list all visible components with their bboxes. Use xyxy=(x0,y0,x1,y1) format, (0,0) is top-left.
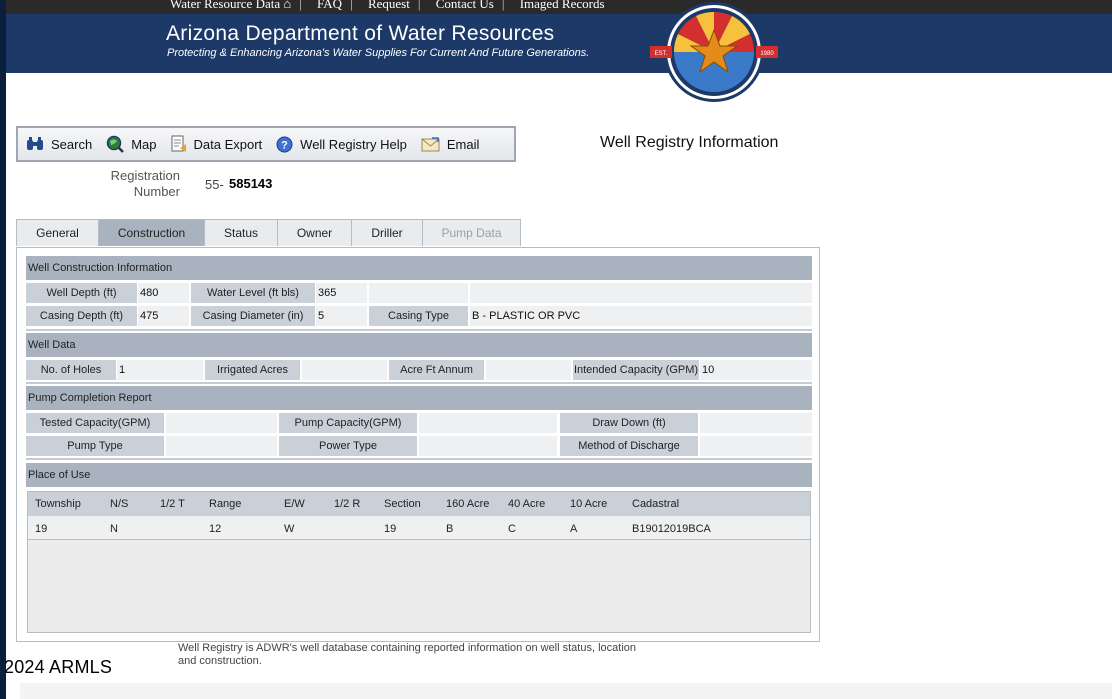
email-label: Email xyxy=(446,136,480,152)
tab-construction[interactable]: Construction xyxy=(98,219,205,246)
column-header: Range xyxy=(209,498,242,510)
adwr-seal-logo[interactable] xyxy=(648,0,780,104)
place-of-use-table xyxy=(27,491,811,633)
tab-pump-data[interactable]: Pump Data xyxy=(422,219,521,246)
table-cell: W xyxy=(284,523,295,535)
table-cell: B xyxy=(446,523,454,535)
casing-diameter-value: 5 xyxy=(316,306,367,326)
column-header: 10 Acre xyxy=(570,498,608,510)
well-depth-value: 480 xyxy=(138,283,189,303)
nav-imaged-records[interactable]: Imaged Records xyxy=(519,0,605,11)
map-label: Map xyxy=(131,136,157,152)
pump-capacity-label: Pump Capacity(GPM) xyxy=(279,413,417,433)
bottom-strip xyxy=(20,683,1112,699)
discharge-method-label: Method of Discharge xyxy=(560,436,698,456)
seal-est-text: EST. xyxy=(654,51,668,57)
draw-down-value xyxy=(700,413,812,433)
data-export-label: Data Export xyxy=(193,136,263,152)
pump-completion-header: Pump Completion Report xyxy=(26,386,812,410)
intended-capacity-label: Intended Capacity (GPM) xyxy=(573,360,699,380)
construction-panel xyxy=(16,247,820,642)
table-cell: 19 xyxy=(384,523,397,535)
search-label: Search xyxy=(51,136,93,152)
blank-cell xyxy=(369,283,468,303)
well-registry-help-label: Well Registry Help xyxy=(300,136,407,152)
casing-diameter-label: Casing Diameter (in) xyxy=(191,306,315,326)
left-edge-bar xyxy=(0,0,6,699)
page-title: Well Registry Information xyxy=(600,134,779,151)
top-nav: Water Resource Data ⌂ | FAQ | Request | Contact Us | Imaged Records xyxy=(6,0,1112,14)
column-header: 160 Acre xyxy=(446,498,490,510)
table-cell: B19012019BCA xyxy=(632,523,711,535)
search-button[interactable] xyxy=(26,136,92,152)
power-type-label: Power Type xyxy=(279,436,417,456)
column-header: 1/2 R xyxy=(334,498,361,510)
table-header-row xyxy=(28,492,810,516)
copyright-watermark: 2024 ARMLS xyxy=(4,657,113,677)
help-icon xyxy=(276,136,293,153)
tested-capacity-value xyxy=(166,413,277,433)
well-construction-header: Well Construction Information xyxy=(26,256,812,280)
site-title: Arizona Department of Water Resources xyxy=(166,22,555,45)
nav-contact-us[interactable]: Contact Us xyxy=(435,0,494,11)
casing-type-value: B - PLASTIC OR PVC xyxy=(470,306,812,326)
casing-type-label: Casing Type xyxy=(369,306,468,326)
nav-faq[interactable]: FAQ xyxy=(317,0,343,11)
globe-magnifier-icon xyxy=(106,135,124,153)
nav-request[interactable]: Request xyxy=(367,0,410,11)
registration-number-value: 585143 xyxy=(229,176,273,191)
well-registry-help-button[interactable] xyxy=(276,136,407,153)
column-header: Cadastral xyxy=(632,498,680,510)
seal-year-text: 1980 xyxy=(760,51,774,57)
footer-note: Well Registry is ADWR's well database containing reported information on well status, location and construction. xyxy=(178,642,636,667)
svg-text:?: ? xyxy=(281,139,289,151)
table-cell: N xyxy=(110,523,118,535)
column-header: 40 Acre xyxy=(508,498,546,510)
tab-general[interactable]: General xyxy=(16,219,99,246)
casing-depth-value: 475 xyxy=(138,306,189,326)
nav-water-resource-data[interactable]: Water Resource Data ⌂ xyxy=(170,0,292,11)
table-cell: 19 xyxy=(35,523,48,535)
binoculars-icon xyxy=(26,136,44,152)
pump-capacity-value xyxy=(419,413,557,433)
irrigated-acres-value xyxy=(302,360,387,380)
registration-prefix: 55- xyxy=(205,177,224,192)
registration-number-label: Registration Number xyxy=(110,168,180,199)
table-cell: A xyxy=(570,523,578,535)
section-divider xyxy=(26,458,812,460)
tab-owner[interactable]: Owner xyxy=(277,219,352,246)
export-icon xyxy=(171,135,187,153)
column-header: Section xyxy=(384,498,421,510)
tested-capacity-label: Tested Capacity(GPM) xyxy=(26,413,164,433)
acre-ft-annum-value xyxy=(486,360,571,380)
section-tabs xyxy=(16,219,520,247)
intended-capacity-value: 10 xyxy=(700,360,812,380)
tab-status[interactable]: Status xyxy=(204,219,278,246)
water-level-value: 365 xyxy=(316,283,367,303)
well-depth-label: Well Depth (ft) xyxy=(26,283,137,303)
main-toolbar xyxy=(16,126,516,162)
table-cell: 12 xyxy=(209,523,222,535)
section-divider xyxy=(26,329,812,331)
draw-down-label: Draw Down (ft) xyxy=(560,413,698,433)
acre-ft-annum-label: Acre Ft Annum xyxy=(389,360,484,380)
site-subtitle: Protecting & Enhancing Arizona's Water Supplies For Current And Future Generations. xyxy=(167,47,590,59)
irrigated-acres-label: Irrigated Acres xyxy=(205,360,300,380)
water-level-label: Water Level (ft bls) xyxy=(191,283,315,303)
email-button[interactable] xyxy=(421,137,480,152)
table-cell: C xyxy=(508,523,516,535)
column-header: N/S xyxy=(110,498,129,510)
header-banner xyxy=(6,14,1112,73)
envelope-icon xyxy=(421,137,440,152)
column-header: E/W xyxy=(284,498,305,510)
blank-cell xyxy=(470,283,812,303)
well-data-header: Well Data xyxy=(26,333,812,357)
pump-type-value xyxy=(166,436,277,456)
place-of-use-header: Place of Use xyxy=(26,463,812,487)
pump-type-label: Pump Type xyxy=(26,436,164,456)
data-export-button[interactable] xyxy=(171,135,263,153)
casing-depth-label: Casing Depth (ft) xyxy=(26,306,137,326)
holes-value: 1 xyxy=(117,360,203,380)
tab-driller[interactable]: Driller xyxy=(351,219,423,246)
power-type-value xyxy=(419,436,557,456)
discharge-method-value xyxy=(700,436,812,456)
table-row xyxy=(28,517,810,540)
section-divider xyxy=(26,382,812,384)
map-button[interactable] xyxy=(106,135,156,153)
holes-label: No. of Holes xyxy=(26,360,116,380)
column-header: 1/2 T xyxy=(160,498,185,510)
column-header: Township xyxy=(35,498,81,510)
